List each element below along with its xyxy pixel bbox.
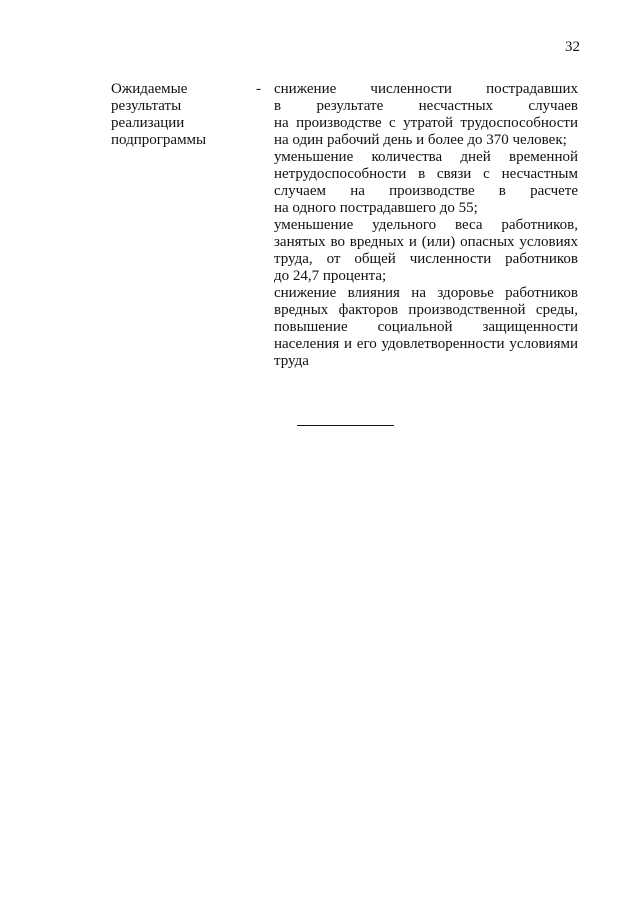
section-label-line: Ожидаемые xyxy=(111,81,188,97)
text-line: вредных факторов производственной среды, xyxy=(274,302,578,318)
text-line: населения и его удовлетворенности условиями xyxy=(274,336,578,352)
text-line: снижение влияния на здоровье работников xyxy=(274,285,578,301)
text-line: уменьшение удельного веса работников, xyxy=(274,217,578,233)
text-line: на производстве с утратой трудоспособности xyxy=(274,115,578,131)
text-line: труда xyxy=(274,353,309,369)
text-line: снижение численности пострадавших xyxy=(274,81,578,97)
text-line: труда, от общей численности работников xyxy=(274,251,578,267)
text-line: на один рабочий день и более до 370 человек; xyxy=(274,132,567,148)
label-dash: - xyxy=(256,81,261,97)
expected-results-text xyxy=(274,81,578,370)
text-line: до 24,7 процента; xyxy=(274,268,387,284)
text-line: на одного пострадавшего до 55; xyxy=(274,200,478,216)
page-number: 32 xyxy=(565,39,580,55)
separator-line xyxy=(297,425,394,426)
text-line: нетрудоспособности в связи с несчастным xyxy=(274,166,578,182)
section-label-line: результаты xyxy=(111,98,182,114)
text-line: занятых во вредных и (или) опасных условиях xyxy=(274,234,578,250)
section-label-line: реализации xyxy=(111,115,185,131)
text-line: повышение социальной защищенности xyxy=(274,319,578,335)
text-line: в результате несчастных случаев xyxy=(274,98,578,114)
section-label xyxy=(111,81,251,149)
section-label-line: подпрограммы xyxy=(111,132,207,148)
text-line: уменьшение количества дней временной xyxy=(274,149,578,165)
text-line: случаем на производстве в расчете xyxy=(274,183,578,199)
